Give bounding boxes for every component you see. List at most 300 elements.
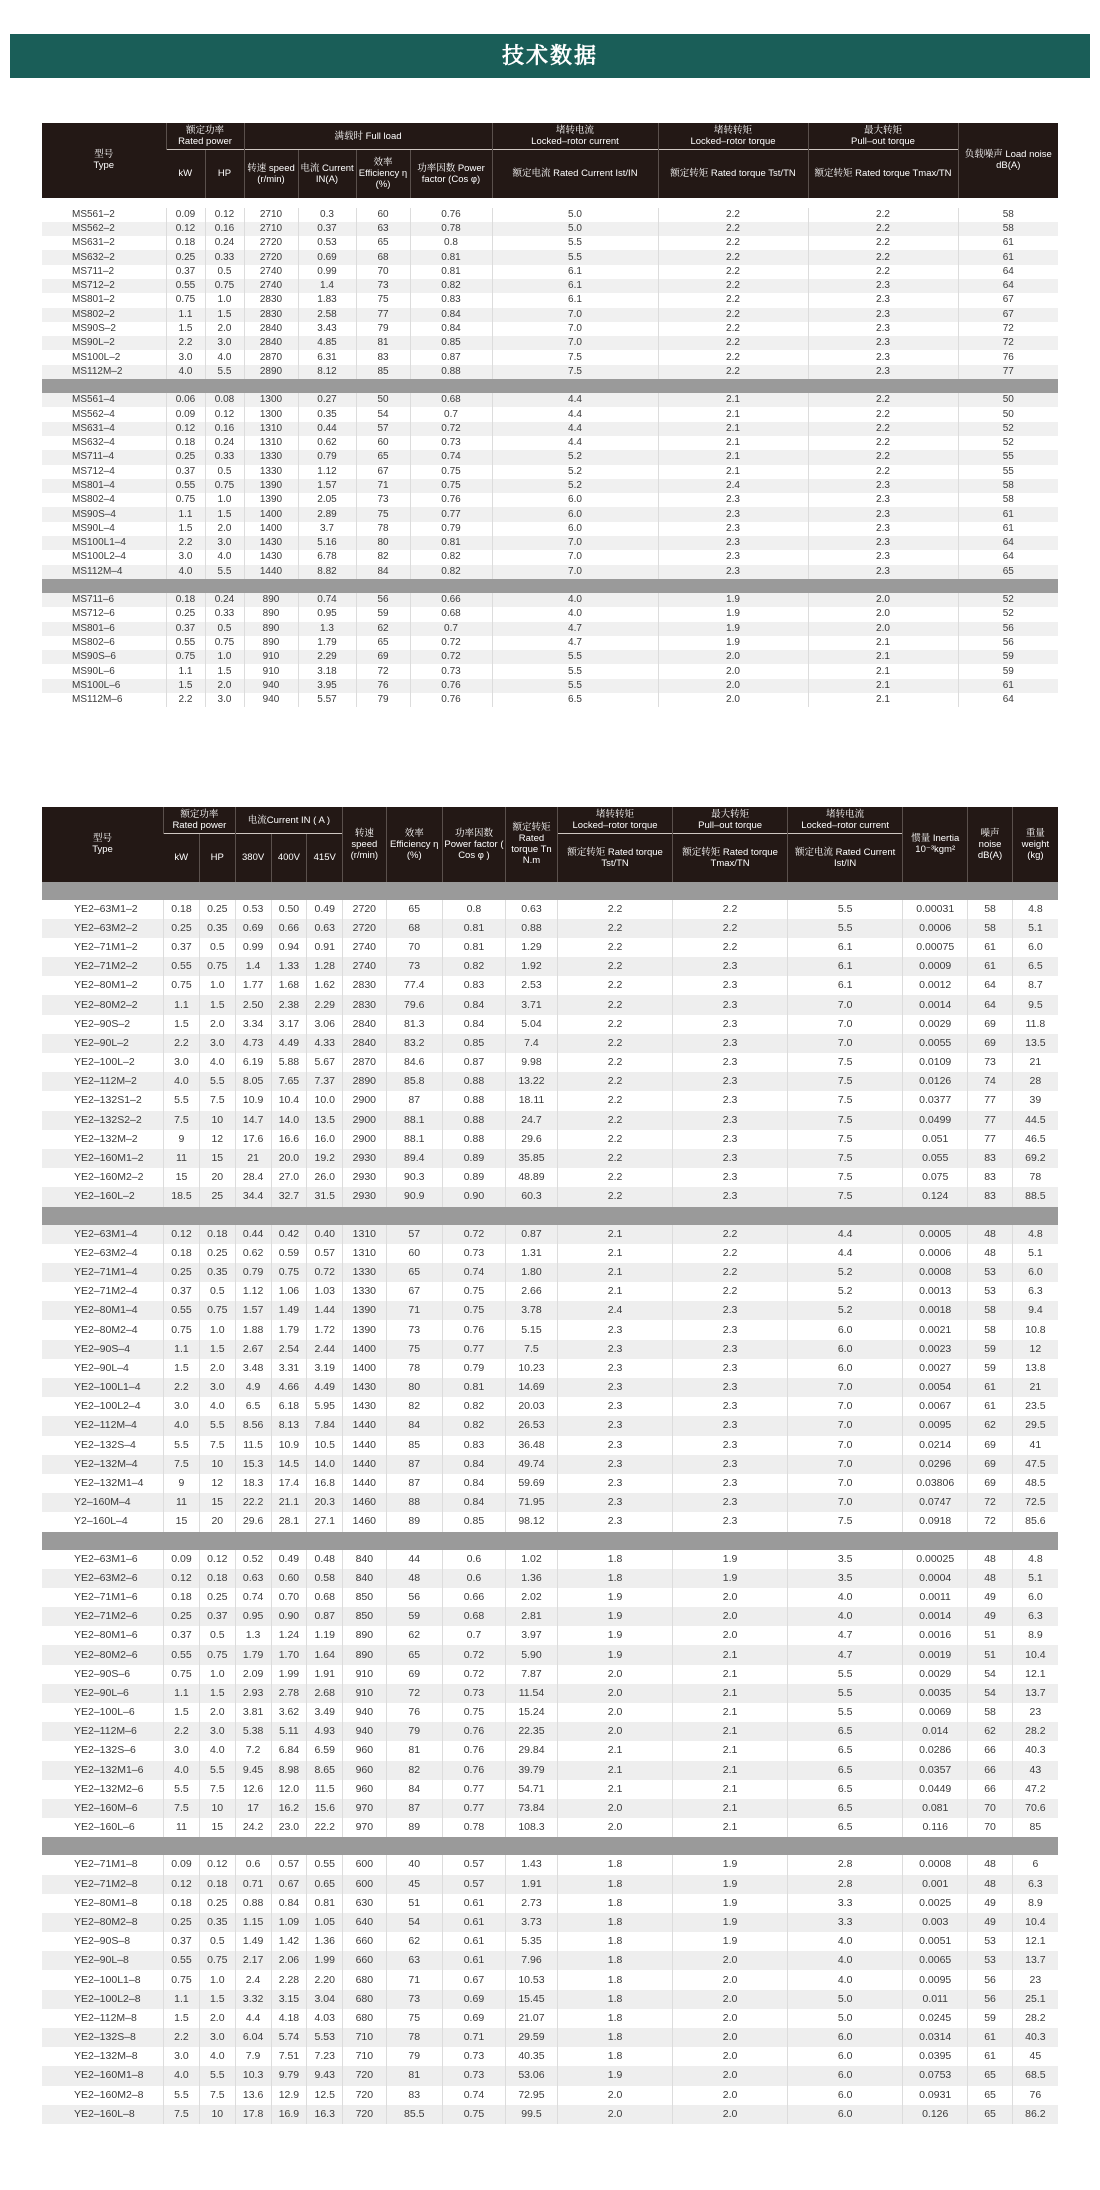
table-row	[42, 919, 1058, 938]
value-cell: 7.96	[505, 1951, 557, 1970]
value-cell: 3.06	[307, 1015, 343, 1034]
value-cell: 5.5	[492, 650, 658, 664]
value-cell: 70	[356, 265, 410, 279]
value-cell: 890	[343, 1626, 386, 1645]
value-cell: 2.0	[673, 1607, 788, 1626]
value-cell: 0.73	[410, 664, 492, 678]
value-cell: 0.84	[442, 1455, 505, 1474]
value-cell: 0.35	[298, 407, 356, 421]
value-cell: 0.55	[166, 636, 205, 650]
value-cell: 28.2	[1012, 2009, 1058, 2028]
value-cell: 69	[968, 1015, 1013, 1034]
table-row	[42, 1799, 1058, 1818]
model-cell: MS802–6	[72, 636, 115, 648]
value-cell: 4.66	[271, 1378, 307, 1397]
value-cell: 1.8	[558, 1569, 673, 1588]
value-cell: 0.48	[307, 1550, 343, 1569]
value-cell: 1.5	[164, 1359, 200, 1378]
value-cell: 5.57	[298, 693, 356, 707]
value-cell: 0.83	[442, 1436, 505, 1455]
model-cell: YE2–90S–2	[74, 1017, 131, 1030]
model-cell: YE2–160M–6	[42, 1799, 164, 1818]
value-cell: 7.4	[505, 1034, 557, 1053]
col-current: 电流Current IN ( A )	[235, 807, 342, 834]
value-cell: 4.8	[1012, 900, 1058, 919]
table-row	[42, 350, 1058, 364]
value-cell: 56	[386, 1588, 442, 1607]
value-cell: 970	[343, 1818, 386, 1837]
value-cell: 5.5	[164, 1780, 200, 1799]
value-cell: 6.0	[788, 2028, 903, 2047]
value-cell: 0.84	[442, 1015, 505, 1034]
value-cell: 0.71	[235, 1875, 271, 1894]
value-cell: 7.5	[788, 1512, 903, 1531]
value-cell: 56	[968, 1990, 1013, 2009]
value-cell: 12.5	[307, 2086, 343, 2105]
value-cell: 6.1	[492, 293, 658, 307]
value-cell: 0.75	[199, 957, 235, 976]
value-cell: 1.5	[199, 1990, 235, 2009]
value-cell: 630	[343, 1894, 386, 1913]
value-cell: 0.075	[903, 1168, 968, 1187]
value-cell: 0.18	[199, 1875, 235, 1894]
value-cell: 4.8	[1012, 1550, 1058, 1569]
value-cell: 0.76	[410, 693, 492, 707]
table-row	[42, 250, 1058, 264]
model-cell: YE2–160L–2	[42, 1187, 164, 1206]
value-cell: 0.5	[199, 1282, 235, 1301]
table-row	[42, 1665, 1058, 1684]
value-cell: 7.5	[164, 1111, 200, 1130]
value-cell: 2.3	[558, 1340, 673, 1359]
value-cell: 2.3	[558, 1378, 673, 1397]
value-cell: 0.18	[166, 236, 205, 250]
value-cell: 7.5	[199, 1436, 235, 1455]
value-cell: 2840	[343, 1015, 386, 1034]
value-cell: 6.0	[1012, 938, 1058, 957]
value-cell: 0.75	[164, 1970, 200, 1989]
value-cell: 7.5	[788, 1130, 903, 1149]
value-cell: 2.2	[658, 350, 808, 364]
table-row	[42, 1875, 1058, 1894]
value-cell: 3.0	[205, 336, 244, 350]
value-cell: 0.18	[164, 900, 200, 919]
table-row	[42, 1397, 1058, 1416]
value-cell: 0.68	[307, 1588, 343, 1607]
value-cell: 2.2	[658, 236, 808, 250]
value-cell: 0.0009	[903, 957, 968, 976]
value-cell: 2.1	[673, 1684, 788, 1703]
value-cell: 710	[343, 2028, 386, 2047]
value-cell: 5.67	[307, 1053, 343, 1072]
value-cell: 2.2	[558, 1187, 673, 1206]
value-cell: 0.75	[271, 1263, 307, 1282]
value-cell: 1.15	[235, 1913, 271, 1932]
value-cell: 7.5	[788, 1187, 903, 1206]
value-cell: 5.0	[788, 1990, 903, 2009]
table-row	[42, 1722, 1058, 1741]
value-cell: 10.4	[1012, 1913, 1058, 1932]
value-cell: 1.3	[235, 1626, 271, 1645]
value-cell: 69.2	[1012, 1149, 1058, 1168]
model-cell: YE2–80M1–6	[74, 1629, 138, 1642]
value-cell: 6.59	[307, 1741, 343, 1760]
value-cell: 0.0013	[903, 1282, 968, 1301]
value-cell: 77.4	[386, 976, 442, 995]
value-cell: 2.3	[673, 1053, 788, 1072]
table-row	[42, 1741, 1058, 1760]
value-cell: 16.8	[307, 1474, 343, 1493]
value-cell: 62	[386, 1932, 442, 1951]
value-cell: 2.0	[558, 1703, 673, 1722]
value-cell: 15.3	[235, 1455, 271, 1474]
value-cell: 76	[958, 350, 1058, 364]
value-cell: 70.6	[1012, 1799, 1058, 1818]
table-row	[42, 1130, 1058, 1149]
model-cell: MS561–2	[72, 208, 115, 220]
value-cell: 3.62	[271, 1703, 307, 1722]
value-cell: 0.67	[271, 1875, 307, 1894]
value-cell: 0.37	[164, 938, 200, 957]
value-cell: 2.3	[673, 1168, 788, 1187]
value-cell: 5.1	[1012, 1569, 1058, 1588]
value-cell: 1.79	[298, 636, 356, 650]
col-power-factor: 功率因数 Power factor ( Cos φ )	[442, 807, 505, 882]
value-cell: 0.37	[166, 265, 205, 279]
value-cell: 0.0499	[903, 1111, 968, 1130]
col-load-noise: 负载噪声 Load noise dB(A)	[958, 123, 1058, 198]
value-cell: 2.3	[808, 365, 958, 379]
table-row	[42, 995, 1058, 1014]
model-cell: YE2–80M2–2	[42, 995, 164, 1014]
value-cell: 2740	[343, 957, 386, 976]
value-cell: 0.6	[442, 1569, 505, 1588]
model-cell: YE2–132S–8	[42, 2028, 164, 2047]
value-cell: 3.81	[235, 1703, 271, 1722]
value-cell: 1460	[343, 1512, 386, 1531]
value-cell: 7.0	[788, 1015, 903, 1034]
value-cell: 0.75	[442, 1301, 505, 1320]
value-cell: 9	[164, 1474, 200, 1493]
ms-series-table-wrapper	[42, 123, 1058, 707]
value-cell: 0.88	[442, 1091, 505, 1110]
value-cell: 27.1	[307, 1512, 343, 1531]
value-cell: 10.3	[235, 2066, 271, 2085]
value-cell: 2.2	[166, 536, 205, 550]
value-cell: 0.81	[410, 250, 492, 264]
value-cell: 0.76	[442, 1320, 505, 1339]
value-cell: 7.37	[307, 1072, 343, 1091]
value-cell: 2.02	[505, 1588, 557, 1607]
value-cell: 0.0067	[903, 1397, 968, 1416]
value-cell: 0.25	[199, 1588, 235, 1607]
model-cell: MS712–2	[42, 279, 166, 293]
value-cell: 2.3	[673, 976, 788, 995]
value-cell: 14.0	[307, 1455, 343, 1474]
value-cell: 4.49	[307, 1378, 343, 1397]
value-cell: 12.6	[235, 1780, 271, 1799]
value-cell: 0.055	[903, 1149, 968, 1168]
value-cell: 2.50	[235, 995, 271, 1014]
value-cell: 1.1	[166, 664, 205, 678]
value-cell: 4.0	[788, 1588, 903, 1607]
value-cell: 76	[1012, 2086, 1058, 2105]
table-row	[42, 2105, 1058, 2124]
value-cell: 7.87	[505, 1665, 557, 1684]
table-row	[42, 1263, 1058, 1282]
value-cell: 108.3	[505, 1818, 557, 1837]
value-cell: 0.3	[298, 208, 356, 222]
model-cell: MS561–4	[42, 393, 166, 407]
value-cell: 1390	[343, 1301, 386, 1320]
table-row	[42, 1626, 1058, 1645]
value-cell: 0.78	[410, 222, 492, 236]
col-rated-power: 额定功率 Rated power	[166, 123, 244, 150]
value-cell: 0.69	[298, 250, 356, 264]
value-cell: 1.5	[199, 1684, 235, 1703]
value-cell: 0.33	[205, 607, 244, 621]
value-cell: 2.0	[199, 1015, 235, 1034]
value-cell: 0.76	[410, 679, 492, 693]
value-cell: 6.0	[788, 2066, 903, 2085]
value-cell: 0.65	[307, 1875, 343, 1894]
value-cell: 2.2	[558, 1015, 673, 1034]
value-cell: 1.5	[164, 2009, 200, 2028]
value-cell: 0.59	[271, 1244, 307, 1263]
value-cell: 0.051	[903, 1130, 968, 1149]
model-cell: YE2–71M1–4	[42, 1263, 164, 1282]
value-cell: 0.57	[442, 1875, 505, 1894]
value-cell: 1.92	[505, 957, 557, 976]
value-cell: 83	[968, 1168, 1013, 1187]
value-cell: 62	[386, 1626, 442, 1645]
value-cell: 2.0	[558, 2105, 673, 2124]
model-cell: MS801–4	[42, 479, 166, 493]
ye2-table-header	[42, 807, 1058, 882]
col-rated-torque: 额定转矩 Rated torque Tn N.m	[505, 807, 557, 882]
value-cell: 0.12	[205, 407, 244, 421]
table-row	[42, 522, 1058, 536]
group-separator	[42, 882, 1058, 900]
value-cell: 66	[968, 1761, 1013, 1780]
value-cell: 890	[343, 1645, 386, 1664]
value-cell: 2.0	[658, 693, 808, 707]
model-cell: YE2–63M2–6	[42, 1569, 164, 1588]
value-cell: 0.25	[199, 1244, 235, 1263]
value-cell: 28.1	[271, 1512, 307, 1531]
value-cell: 0.0286	[903, 1741, 968, 1760]
value-cell: 15	[199, 1149, 235, 1168]
value-cell: 0.0449	[903, 1780, 968, 1799]
value-cell: 600	[343, 1855, 386, 1874]
value-cell: 0.73	[442, 2066, 505, 2085]
value-cell: 0.37	[298, 222, 356, 236]
value-cell: 58	[958, 493, 1058, 507]
table-row	[42, 1569, 1058, 1588]
value-cell: 1310	[244, 422, 298, 436]
value-cell: 10.9	[235, 1091, 271, 1110]
model-cell: MS801–6	[42, 622, 166, 636]
group-separator	[42, 1837, 1058, 1855]
value-cell: 59.69	[505, 1474, 557, 1493]
group-separator	[42, 379, 1058, 393]
value-cell: 61	[968, 1397, 1013, 1416]
value-cell: 0.82	[410, 565, 492, 579]
value-cell: 53	[968, 1932, 1013, 1951]
value-cell: 3.3	[788, 1913, 903, 1932]
group-separator	[42, 1532, 1058, 1550]
value-cell: 1.57	[235, 1301, 271, 1320]
value-cell: 83	[386, 2086, 442, 2105]
value-cell: 2.3	[658, 493, 808, 507]
table-row	[42, 1894, 1058, 1913]
value-cell: 7.0	[492, 336, 658, 350]
value-cell: 1.8	[558, 1990, 673, 2009]
value-cell: 16.3	[307, 2105, 343, 2124]
value-cell: 1.9	[558, 1645, 673, 1664]
value-cell: 25	[199, 1187, 235, 1206]
value-cell: 2.1	[558, 1741, 673, 1760]
value-cell: 40.35	[505, 2047, 557, 2066]
value-cell: 970	[343, 1799, 386, 1818]
value-cell: 11.5	[307, 1780, 343, 1799]
value-cell: 910	[244, 664, 298, 678]
value-cell: 1400	[343, 1359, 386, 1378]
value-cell: 4.7	[788, 1645, 903, 1664]
value-cell: 0.24	[205, 593, 244, 607]
value-cell: 40	[386, 1855, 442, 1874]
value-cell: 62	[356, 622, 410, 636]
col-inertia: 惯量 Inertia 10⁻³kgm²	[903, 807, 968, 882]
model-cell: MS711–2	[72, 265, 115, 277]
value-cell: 1440	[244, 565, 298, 579]
value-cell: 4.93	[307, 1722, 343, 1741]
value-cell: 4.4	[492, 407, 658, 421]
model-cell: YE2–112M–2	[42, 1072, 164, 1091]
value-cell: 4.0	[205, 550, 244, 564]
table-row	[42, 308, 1058, 322]
value-cell: 77	[958, 365, 1058, 379]
table-row	[42, 1187, 1058, 1206]
value-cell: 0.0019	[903, 1645, 968, 1664]
value-cell: 4.4	[492, 436, 658, 450]
value-cell: 5.04	[505, 1015, 557, 1034]
value-cell: 0.74	[410, 450, 492, 464]
value-cell: 16.9	[271, 2105, 307, 2124]
ye2-series-table-wrapper	[42, 807, 1058, 2124]
value-cell: 0.25	[199, 900, 235, 919]
value-cell: 2.54	[271, 1340, 307, 1359]
value-cell: 22.35	[505, 1722, 557, 1741]
model-cell: YE2–90S–4	[42, 1340, 164, 1359]
value-cell: 680	[343, 2009, 386, 2028]
value-cell: 0.37	[164, 1626, 200, 1645]
value-cell: 1440	[343, 1474, 386, 1493]
table-row	[42, 1493, 1058, 1512]
value-cell: 24.2	[235, 1818, 271, 1837]
value-cell: 0.06	[166, 393, 205, 407]
value-cell: 79	[386, 1722, 442, 1741]
col-380v: 380V	[235, 834, 271, 882]
value-cell: 1390	[244, 493, 298, 507]
value-cell: 2.3	[658, 536, 808, 550]
value-cell: 72	[356, 664, 410, 678]
model-cell: YE2–160L–6	[74, 1821, 135, 1834]
value-cell: 67	[958, 293, 1058, 307]
model-cell: YE2–100L1–4	[42, 1378, 164, 1397]
value-cell: 10.4	[271, 1091, 307, 1110]
value-cell: 0.75	[164, 1320, 200, 1339]
value-cell: 14.7	[235, 1111, 271, 1130]
value-cell: 2720	[244, 250, 298, 264]
value-cell: 3.97	[505, 1626, 557, 1645]
model-cell: MS631–2	[72, 237, 115, 249]
value-cell: 3.34	[235, 1015, 271, 1034]
value-cell: 0.75	[166, 650, 205, 664]
model-cell: YE2–132M1–4	[74, 1477, 144, 1490]
value-cell: 0.014	[903, 1722, 968, 1741]
table-row	[42, 1378, 1058, 1397]
value-cell: 0.33	[205, 250, 244, 264]
value-cell: 10.9	[271, 1436, 307, 1455]
value-cell: 48.89	[505, 1168, 557, 1187]
value-cell: 2.1	[658, 465, 808, 479]
value-cell: 0.72	[410, 650, 492, 664]
value-cell: 5.2	[788, 1263, 903, 1282]
value-cell: 75	[386, 1340, 442, 1359]
group-spacer	[42, 198, 1058, 208]
value-cell: 0.5	[199, 1932, 235, 1951]
value-cell: 2.2	[658, 250, 808, 264]
value-cell: 0.25	[164, 1607, 200, 1626]
table-row	[42, 336, 1058, 350]
value-cell: 2.2	[658, 336, 808, 350]
value-cell: 0.81	[442, 919, 505, 938]
value-cell: 1.5	[166, 522, 205, 536]
value-cell: 0.33	[205, 450, 244, 464]
table-row	[42, 938, 1058, 957]
col-lrt-ratio: 额定转矩 Rated torque Tst/TN	[558, 834, 673, 882]
value-cell: 0.79	[442, 1359, 505, 1378]
value-cell: 7.23	[307, 2047, 343, 2066]
value-cell: 0.77	[410, 507, 492, 521]
value-cell: 68	[356, 250, 410, 264]
value-cell: 0.42	[271, 1225, 307, 1244]
table-row	[42, 536, 1058, 550]
value-cell: 1.4	[298, 279, 356, 293]
value-cell: 1.9	[673, 1569, 788, 1588]
table-row	[42, 976, 1058, 995]
value-cell: 60	[356, 208, 410, 222]
value-cell: 2.2	[558, 1072, 673, 1091]
value-cell: 49.74	[505, 1455, 557, 1474]
value-cell: 1330	[343, 1282, 386, 1301]
value-cell: 48	[968, 1875, 1013, 1894]
value-cell: 65	[968, 2105, 1013, 2124]
value-cell: 2840	[244, 322, 298, 336]
value-cell: 5.90	[505, 1645, 557, 1664]
value-cell: 88.5	[1012, 1187, 1058, 1206]
col-locked-rotor-torque: 堵转转矩 Locked–rotor torque	[658, 123, 808, 150]
value-cell: 6.0	[788, 2105, 903, 2124]
value-cell: 84	[386, 1416, 442, 1435]
value-cell: 44.5	[1012, 1111, 1058, 1130]
value-cell: 52	[958, 593, 1058, 607]
value-cell: 6.04	[235, 2028, 271, 2047]
value-cell: 7.0	[788, 1378, 903, 1397]
value-cell: 1.64	[307, 1645, 343, 1664]
value-cell: 5.2	[492, 465, 658, 479]
